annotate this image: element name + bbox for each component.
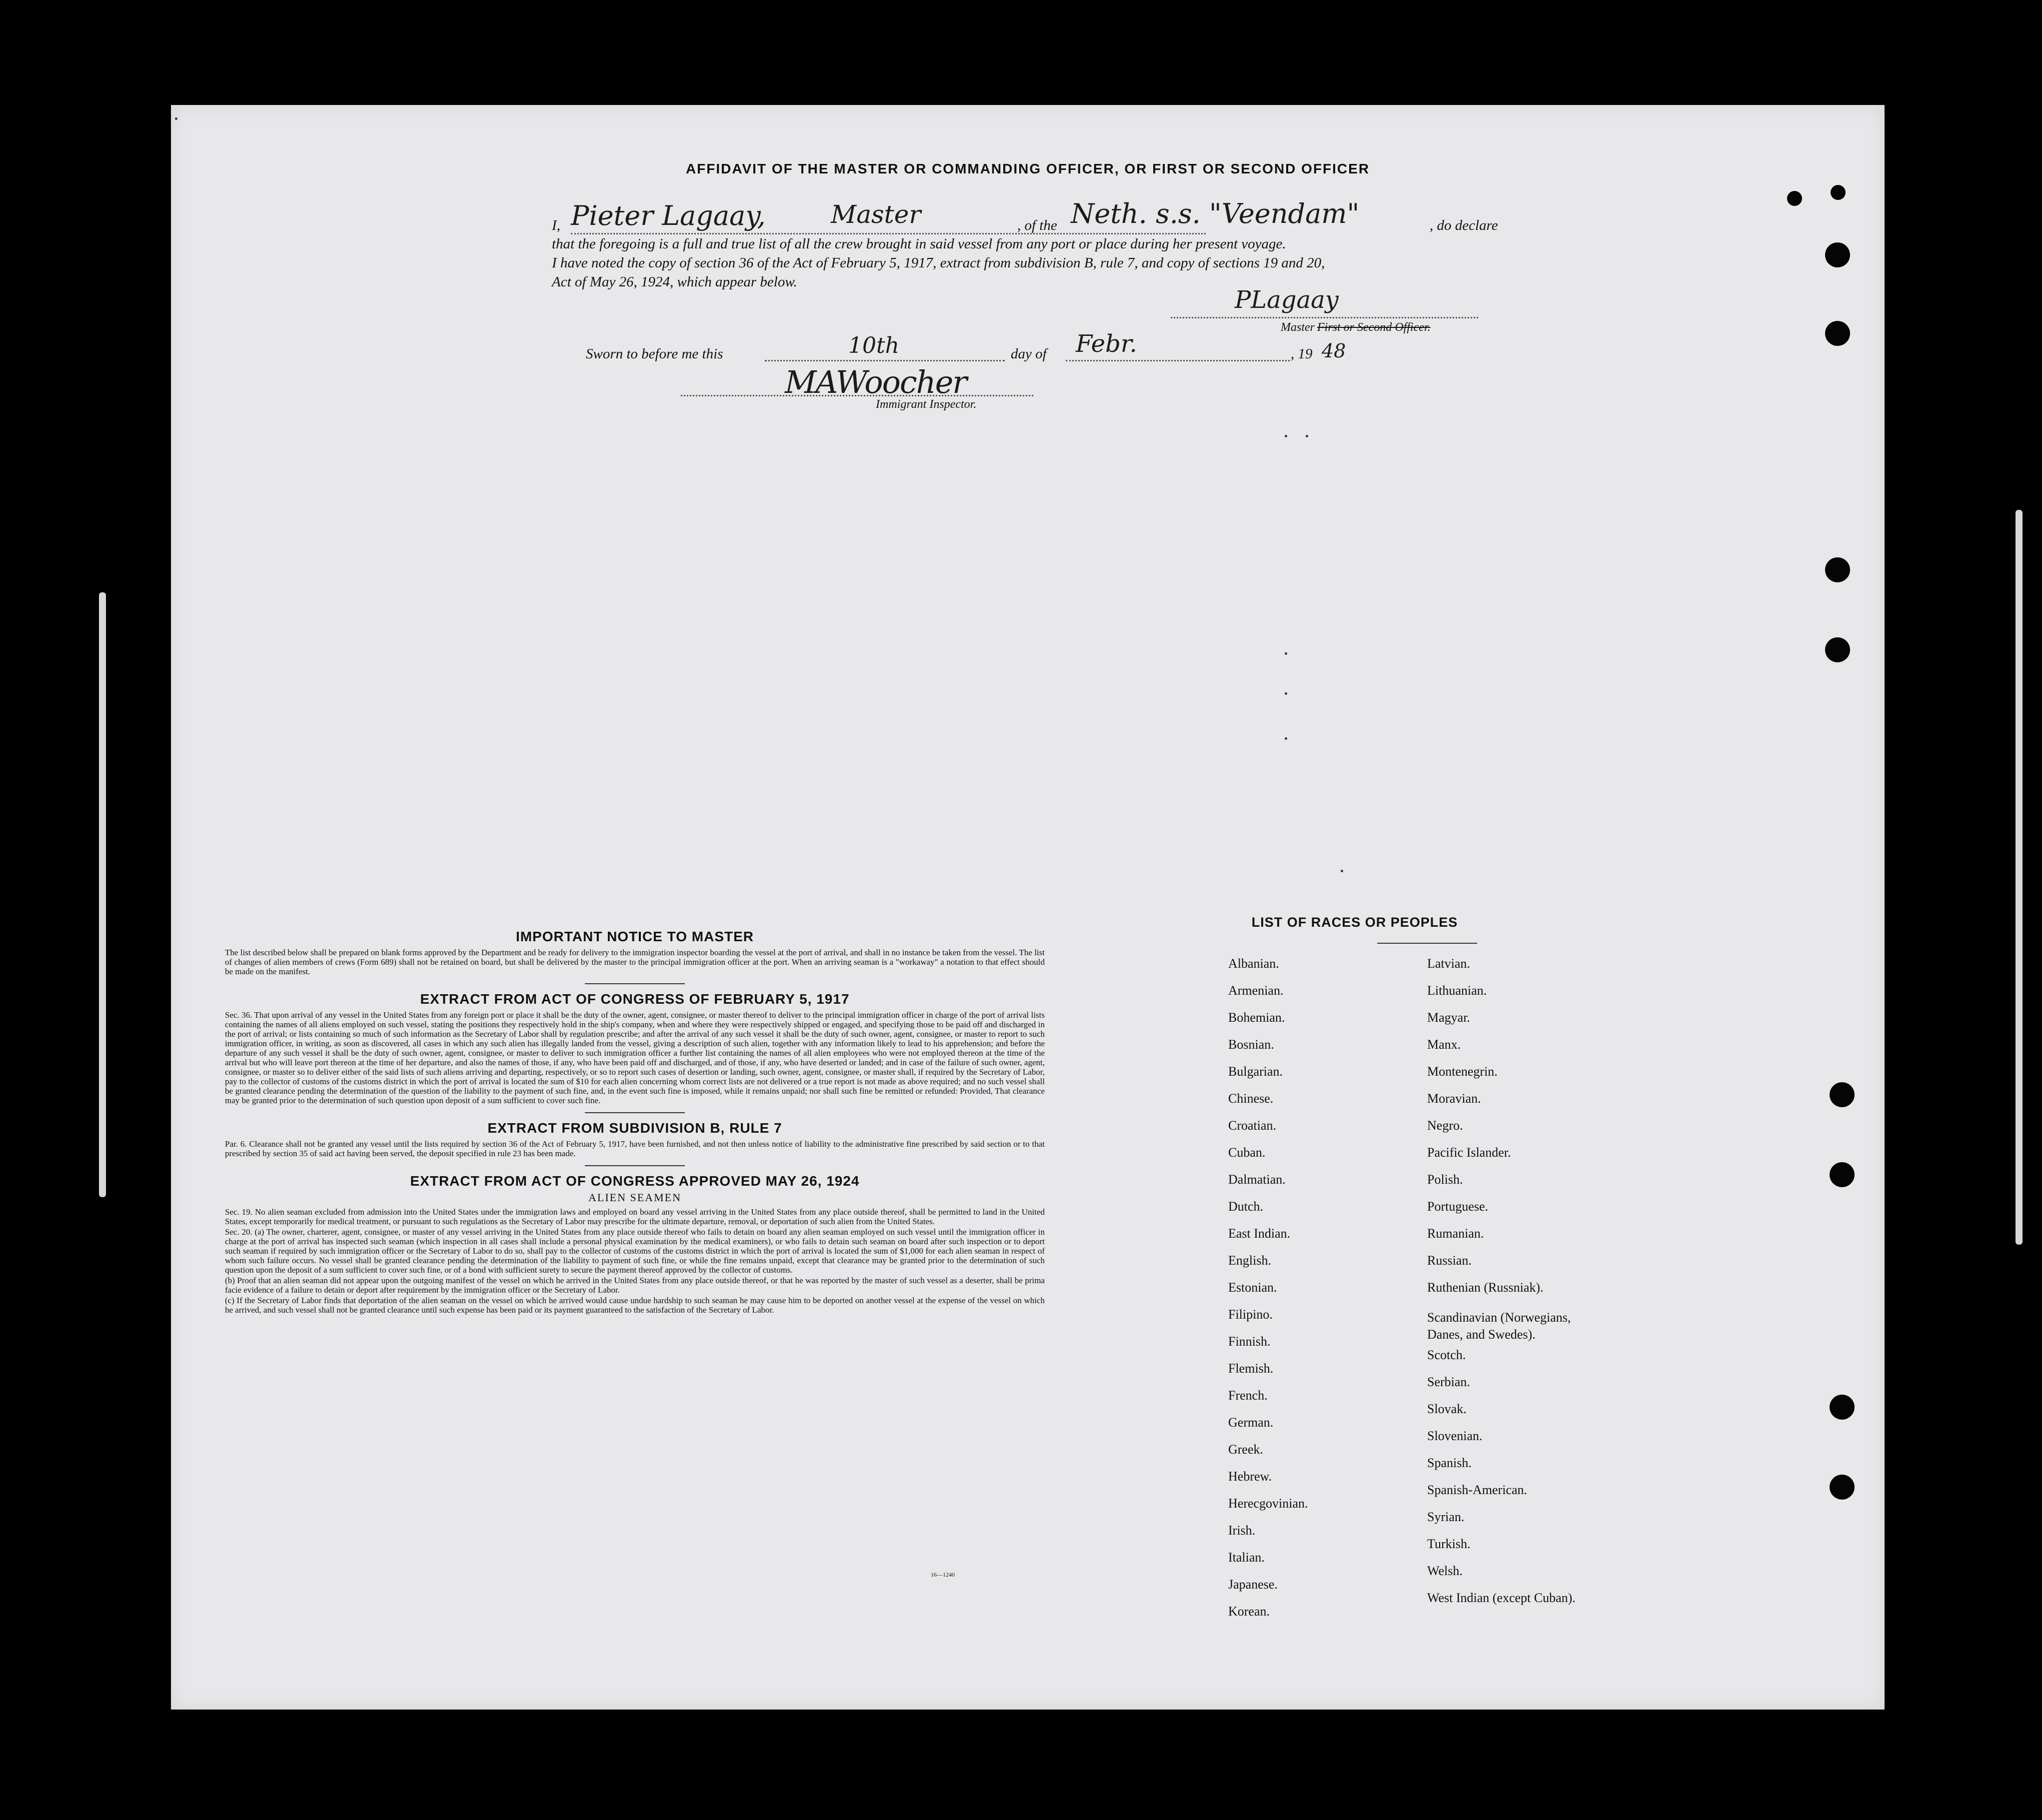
race-item: Latvian. (1427, 956, 1470, 971)
sec-20b-text: (b) Proof that an alien seaman did not appear upon the outgoing manifest of the vessel on which he arrived in the United States from any place outside thereof, or that he was reported by the master of such vessel as a deserter, shall be prima facie evidence of a failure to detain or deport after requirement by the immigration officer or the Secretary of Labor. (225, 1276, 1045, 1295)
race-item: Scotch. (1427, 1348, 1466, 1362)
race-item: Manx. (1427, 1037, 1461, 1052)
punch-hole (1825, 321, 1850, 346)
scan-speck (1285, 692, 1287, 695)
race-item: Ruthenian (Russniak). (1427, 1280, 1544, 1295)
sec-20c-text: (c) If the Secretary of Labor finds that deportation of the alien seaman on the vessel on which he arrived would cause undue hardship to such seaman he may cause him to be deported on another vessel at the expense of the vessel on which he arrived, and such vessel shall not be granted clearance until such expense has been paid or its payment guaranteed to the satisfaction of the Secretary of Labor. (225, 1296, 1045, 1315)
notice-text: The list described below shall be prepared on blank forms approved by the Department and be ready for delivery to the immigration inspector boarding the vessel at the port of arrival, and shall in no instance be taken from the vessel. The list of changes of alien members of crews (Form 689) shall not be retained on board, but shall be delivered by the master to the principal immigration officer at the port. When an arriving seaman is a "workaway" a notation to that effect should be made on the manifest. (225, 948, 1045, 976)
divider (585, 1112, 685, 1113)
scan-speck (1306, 435, 1308, 437)
race-item: West Indian (except Cuban). (1427, 1591, 1576, 1605)
race-item: Chinese. (1228, 1091, 1274, 1106)
year-suffix: 48 (1322, 340, 1346, 362)
race-item: Slovenian. (1427, 1429, 1483, 1443)
master-name: Pieter Lagaay, (571, 200, 766, 231)
races-divider (1377, 943, 1477, 944)
year-prefix: , 19 (1291, 346, 1313, 362)
race-item: Italian. (1228, 1550, 1265, 1565)
race-item: Slovak. (1427, 1402, 1467, 1416)
affidavit-title: AFFIDAVIT OF THE MASTER OR COMMANDING OFFICER, OR FIRST OR SECOND OFFICER (685, 161, 1370, 176)
extract-rule7-text: Par. 6. Clearance shall not be granted any vessel until the lists required by section 36 of the Act of February 5, 1917, have been furnished, and not then unless notice of liability to the administrative fine prescribed by said section or to that prescribed by section 35 of said act having been served, the deposit specified in rule 23 has been made. (225, 1139, 1045, 1158)
of-the-label: , of the (1017, 217, 1057, 233)
race-item: Montenegrin. (1427, 1064, 1498, 1079)
race-item: Korean. (1228, 1604, 1270, 1619)
punch-hole (1830, 1395, 1855, 1420)
scan-speck (1341, 870, 1343, 872)
manifest-page (171, 105, 1885, 1710)
race-item: Moravian. (1427, 1091, 1481, 1106)
sworn-day-line (765, 360, 1005, 361)
race-item: Armenian. (1228, 983, 1284, 998)
race-item: Dalmatian. (1228, 1172, 1286, 1187)
declarant-prefix: I, (552, 217, 560, 233)
race-item: Spanish-American. (1427, 1483, 1528, 1497)
race-item: Hebrew. (1228, 1469, 1272, 1484)
race-item: Finnish. (1228, 1334, 1271, 1349)
affidavit-text-line3: I have noted the copy of section 36 of the Act of February 5, 1917, extract from subdivision B, rule 7, and copy of sections 19 and 20, (552, 255, 1325, 271)
punch-hole (1830, 1162, 1855, 1187)
affidavit-text-line2: that the foregoing is a full and true list of all the crew brought in said vessel from any port or place during her present voyage. (552, 236, 1286, 252)
race-item: Herecgovinian. (1228, 1496, 1308, 1511)
race-item: Serbian. (1427, 1375, 1470, 1389)
punch-hole (1825, 637, 1850, 662)
race-item: Welsh. (1427, 1564, 1463, 1578)
race-item: Cuban. (1228, 1145, 1266, 1160)
race-item: Bosnian. (1228, 1037, 1274, 1052)
race-item: Magyar. (1427, 1010, 1470, 1025)
race-item: Portuguese. (1427, 1199, 1489, 1214)
struck-officer-title: First or Second Officer. (1317, 321, 1431, 334)
race-item: East Indian. (1228, 1226, 1291, 1241)
declare-label: , do declare (1430, 217, 1498, 233)
race-item: Japanese. (1228, 1577, 1278, 1592)
scan-edge-right (2016, 510, 2023, 1245)
master-rank: Master (831, 200, 921, 229)
notice-section (225, 929, 1045, 1315)
sworn-month: Febr. (1076, 330, 1137, 358)
day-of-label: day of (1011, 346, 1047, 362)
scan-speck (1285, 435, 1287, 437)
race-item: Pacific Islander. (1427, 1145, 1511, 1160)
race-item: Estonian. (1228, 1280, 1277, 1295)
punch-hole (1825, 242, 1850, 267)
notice-title: IMPORTANT NOTICE TO MASTER (515, 929, 754, 944)
sec-19-text: Sec. 19. No alien seaman excluded from admission into the United States under the immigration laws and employed on board any vessel arriving in the United States from any place outside thereof, shall be permitted to land in the United States, except temporarily for medical treatment, or pursuant to such regulations as the Secretary of Labor may prescribe for the ultimate departure, removal, or deportation of such alien from the United States. (225, 1207, 1045, 1226)
race-item: Scandinavian (Norwegians, Danes, and Swedes). (1427, 1310, 1571, 1342)
race-item: Albanian. (1228, 956, 1279, 971)
sec-20a-text: Sec. 20. (a) The owner, charterer, agent, consignee, or master of any vessel arriving in the United States from any place outside thereof who fails to detain on board any alien seaman employed on such vessel until the immigration officer in charge at the port of arrival has inspected such seaman (which inspection in all cases shall include a personal physical examination by the medical examiners), or who fails to detain such seaman on board after such inspection or to deport such seaman if required by such immigration officer or the Secretary of Labor to do so, shall pay to the collector of customs of the customs district in which the port of arrival is located the sum of $1,000 for each alien seaman in respect of whom such failure occurs. No vessel shall be granted clearance pending the determination of the liability to payment of such fine, or while the fine remains unpaid, except that clearance may be granted prior to the determination of such question upon the deposit of a sum sufficient to cover such fine, or of a bond with sufficient surety to secure the payment thereof approved by the collector of customs. (225, 1227, 1045, 1275)
master-title: Master (1281, 321, 1315, 334)
extract-1917-title: EXTRACT FROM ACT OF CONGRESS OF FEBRUARY 5, 1917 (420, 991, 850, 1007)
inspector-signature: MAWoocher (785, 364, 966, 400)
punch-hole (1830, 1082, 1855, 1107)
race-item: Turkish. (1427, 1537, 1471, 1551)
race-item: Lithuanian. (1427, 983, 1487, 998)
race-item: German. (1228, 1415, 1274, 1430)
divider (585, 983, 685, 984)
sworn-month-line (1066, 360, 1290, 361)
signature-line (1171, 317, 1478, 318)
race-item: Bohemian. (1228, 1010, 1285, 1025)
race-item: Bulgarian. (1228, 1064, 1283, 1079)
vessel-name: Neth. s.s. "Veendam" (1071, 198, 1360, 229)
affidavit-text-line4: Act of May 26, 1924, which appear below. (552, 274, 797, 290)
form-number: 16—1240 (931, 1571, 955, 1578)
race-item: Syrian. (1427, 1510, 1465, 1524)
race-item: Flemish. (1228, 1361, 1274, 1376)
inspector-line (681, 395, 1033, 396)
race-item: Greek. (1228, 1442, 1264, 1457)
scan-speck (1285, 737, 1287, 740)
sworn-prefix: Sworn to before me this (586, 346, 723, 362)
alien-seamen-subtitle: ALIEN SEAMEN (588, 1191, 681, 1204)
scan-speck (175, 117, 177, 120)
punch-hole (1787, 191, 1802, 206)
race-item: English. (1228, 1253, 1271, 1268)
race-item: Croatian. (1228, 1118, 1277, 1133)
races-title: LIST OF RACES OR PEOPLES (1251, 915, 1458, 930)
race-item: Spanish. (1427, 1456, 1472, 1470)
master-signature: PLagaay (1235, 286, 1339, 314)
extract-1917-text: Sec. 36. That upon arrival of any vessel in the United States from any foreign port or place it shall be the duty of the owner, agent, consignee, or master thereof to deliver to the principal immigration officer in charge of the port of arrival lists containing the names of all aliens employed on such vessel, stating the positions they respectively hold in the ship's company, when and where they were respectively shipped or engaged, and specifying those to be paid off and discharged in the port of arrival; or lists containing so much of such information as the Secretary of Labor shall by regulation prescribe; and after the arrival of any such vessel it shall be the duty of such owner, agent, consignee, or master to report to such immigration officer, in writing, as soon as discovered, all cases in which any such alien has illegally landed from the vessel, giving a description of such alien, together with any information likely to lead to his apprehension; and before the departure of any such vessel it shall be the duty of such owner, agent, consignee, or master to deliver to such immigration officer a further list containing the names of all alien employees who were not employed thereon at the time of the arrival but who will leave port thereon at the time of her departure, and also the names of those, if any, who have been paid off and discharged, and of those, if any, who have deserted or landed; and in case of the failure of such owner, agent, consignee, or master so to deliver either of the said lists of such aliens arriving and departing, respectively, or so to report such cases of desertion or landing, such owner, agent, consignee, or master shall, if required by the Secretary of Labor, pay to the collector of customs of the customs district in which the port of arrival is located the sum of $10 for each alien concerning whom correct lists are not delivered or a true report is not made as above required; and no such vessel shall be granted clearance pending the determination of the question of the liability to the payment of such fine, and, in the event such fine is imposed, while it remains unpaid; nor shall such fine be remitted or refunded: Provided, That clearance may be granted prior to the determination of such question upon deposit of a sum sufficient to cover such fine. (225, 1010, 1045, 1105)
race-item: Filipino. (1228, 1307, 1273, 1322)
scan-edge-left (99, 592, 106, 1197)
punch-hole (1831, 185, 1846, 200)
name-line (571, 233, 1206, 234)
race-item: Russian. (1427, 1253, 1472, 1268)
race-item: Dutch. (1228, 1199, 1264, 1214)
race-item: French. (1228, 1388, 1268, 1403)
punch-hole (1830, 1475, 1855, 1500)
scan-speck (1285, 652, 1287, 655)
inspector-title: Immigrant Inspector. (876, 398, 977, 411)
race-item: Polish. (1427, 1172, 1463, 1187)
race-item: Irish. (1228, 1523, 1256, 1538)
race-item: Rumanian. (1427, 1226, 1484, 1241)
race-item: Negro. (1427, 1118, 1463, 1133)
divider (585, 1165, 685, 1166)
punch-hole (1825, 557, 1850, 582)
sworn-day: 10th (848, 333, 900, 358)
extract-1924-title: EXTRACT FROM ACT OF CONGRESS APPROVED MAY 26, 1924 (410, 1173, 860, 1189)
extract-rule7-title: EXTRACT FROM SUBDIVISION B, RULE 7 (487, 1120, 782, 1136)
